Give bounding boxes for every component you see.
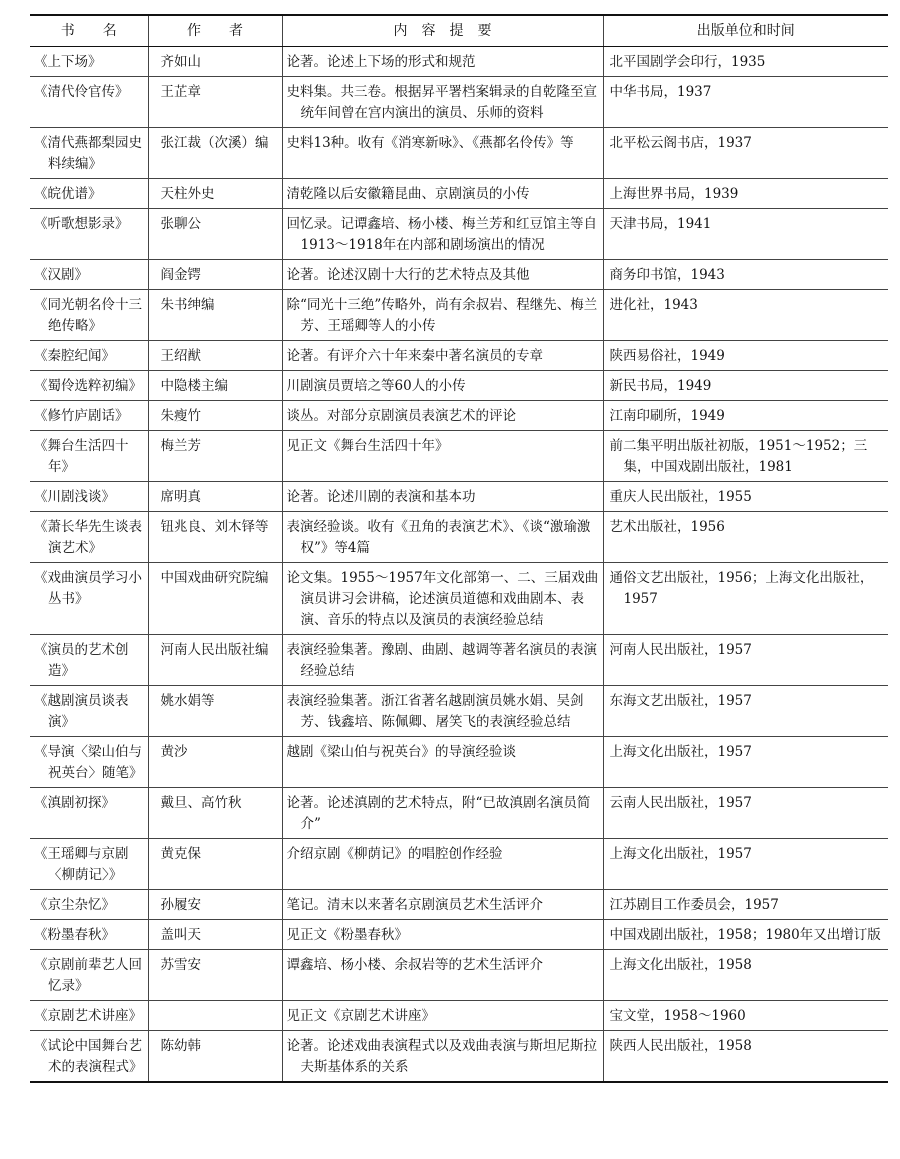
publisher-cell: 上海世界书局，1939 <box>609 186 739 202</box>
summary-cell: 史料13种。收有《消寒新咏》、《燕都名伶传》等 <box>286 135 574 151</box>
table-row <box>30 839 888 890</box>
publisher-cell: 前二集平明出版社初版，1951～1952；三集，中国戏剧出版社，1981 <box>609 438 868 475</box>
publisher-cell: 上海文化出版社，1957 <box>609 744 752 760</box>
publisher-cell: 北平松云阁书店，1937 <box>609 135 752 151</box>
author-cell: 王绍猷 <box>160 348 201 364</box>
author-cell: 朱瘦竹 <box>160 408 201 424</box>
table-row <box>30 1001 888 1031</box>
book-title-cell: 《王瑶卿与京剧〈柳荫记〉》 <box>34 846 129 883</box>
author-cell: 孙履安 <box>160 897 201 913</box>
book-title-cell: 《京剧前辈艺人回忆录》 <box>34 957 142 994</box>
table-row <box>30 1031 888 1083</box>
table-row <box>30 371 888 401</box>
author-cell: 席明真 <box>160 489 201 505</box>
summary-cell: 谭鑫培、杨小楼、余叔岩等的艺术生活评介 <box>286 957 543 973</box>
summary-cell: 表演经验谈。收有《丑角的表演艺术》、《谈“激瑜激权”》等4篇 <box>286 519 591 556</box>
table-header <box>30 15 888 47</box>
author-cell: 梅兰芳 <box>160 438 201 454</box>
book-title-cell: 《滇剧初探》 <box>34 795 115 811</box>
author-cell: 阎金锷 <box>160 267 201 283</box>
book-title-cell: 《粉墨春秋》 <box>34 927 115 943</box>
summary-cell: 介绍京剧《柳荫记》的唱腔创作经验 <box>286 846 503 862</box>
publisher-cell: 陕西易俗社，1949 <box>609 348 725 364</box>
bibliography-table <box>30 14 888 1083</box>
header-content: 内 容 提 要 <box>282 15 603 47</box>
summary-cell: 见正文《粉墨春秋》 <box>286 927 408 943</box>
author-cell: 陈幼韩 <box>160 1038 201 1054</box>
table-row <box>30 737 888 788</box>
table-row <box>30 77 888 128</box>
author-cell: 黄克保 <box>160 846 201 862</box>
table-row <box>30 950 888 1001</box>
book-title-cell: 《修竹庐剧话》 <box>34 408 129 424</box>
table-row <box>30 635 888 686</box>
summary-cell: 论著。论述汉剧十大行的艺术特点及其他 <box>286 267 530 283</box>
publisher-cell: 新民书局，1949 <box>609 378 712 394</box>
table-row <box>30 47 888 77</box>
book-title-cell: 《蜀伶选粹初编》 <box>34 378 142 394</box>
publisher-cell: 江苏剧目工作委员会，1957 <box>609 897 779 913</box>
publisher-cell: 商务印书馆，1943 <box>609 267 725 283</box>
author-cell: 盖叫天 <box>160 927 201 943</box>
table-row <box>30 431 888 482</box>
summary-cell: 论著。论述戏曲表演程式以及戏曲表演与斯坦尼斯拉夫斯基体系的关系 <box>286 1038 597 1075</box>
publisher-cell: 陕西人民出版社，1958 <box>609 1038 752 1054</box>
table-row <box>30 209 888 260</box>
book-title-cell: 《川剧浅谈》 <box>34 489 115 505</box>
publisher-cell: 艺术出版社，1956 <box>609 519 725 535</box>
book-title-cell: 《同光朝名伶十三绝传略》 <box>34 297 142 334</box>
header-publisher: 出版单位和时间 <box>603 15 888 47</box>
table-row <box>30 686 888 737</box>
author-cell: 中隐楼主编 <box>160 378 228 394</box>
publisher-cell: 重庆人民出版社，1955 <box>609 489 752 505</box>
table-row <box>30 128 888 179</box>
author-cell: 苏雪安 <box>160 957 201 973</box>
summary-cell: 清乾隆以后安徽籍昆曲、京剧演员的小传 <box>286 186 530 202</box>
book-title-cell: 《导演〈梁山伯与祝英台〉随笔》 <box>34 744 143 781</box>
book-title-cell: 《清代伶官传》 <box>34 84 129 100</box>
book-title-cell: 《上下场》 <box>34 54 102 70</box>
table-row <box>30 512 888 563</box>
author-cell: 张江裁（次溪）编 <box>160 135 269 151</box>
book-title-cell: 《听歌想影录》 <box>34 216 129 232</box>
table-row <box>30 260 888 290</box>
publisher-cell: 进化社，1943 <box>609 297 698 313</box>
summary-cell: 除“同光十三绝”传略外，尚有余叔岩、程继先、梅兰芳、王瑶卿等人的小传 <box>286 297 598 334</box>
publisher-cell: 通俗文艺出版社，1956；上海文化出版社，1957 <box>609 570 874 607</box>
publisher-cell: 云南人民出版社，1957 <box>609 795 752 811</box>
summary-cell: 笔记。清末以来著名京剧演员艺术生活评介 <box>286 897 543 913</box>
author-cell: 张聊公 <box>160 216 201 232</box>
author-cell: 齐如山 <box>160 54 201 70</box>
summary-cell: 论著。论述川剧的表演和基本功 <box>286 489 476 505</box>
summary-cell: 论文集。1955～1957年文化部第一、二、三届戏曲演员讲习会讲稿，论述演员道德和戏曲剧本、表演、音乐的特点以及演员的表演经验总结 <box>286 570 599 628</box>
book-title-cell: 《京剧艺术讲座》 <box>34 1008 142 1024</box>
table-row <box>30 788 888 839</box>
header-title: 书 名 <box>30 15 148 47</box>
table-row <box>30 290 888 341</box>
author-cell: 姚水娟等 <box>160 693 215 709</box>
summary-cell: 论著。有评介六十年来秦中著名演员的专章 <box>286 348 543 364</box>
publisher-cell: 中华书局，1937 <box>609 84 712 100</box>
table-row <box>30 890 888 920</box>
table-row <box>30 920 888 950</box>
publisher-cell: 上海文化出版社，1958 <box>609 957 752 973</box>
summary-cell: 表演经验集著。浙江省著名越剧演员姚水娟、吴剑芳、钱鑫培、陈佩卿、屠笑飞的表演经验总结 <box>286 693 584 730</box>
book-title-cell: 《清代燕都梨园史料续编》 <box>34 135 142 172</box>
summary-cell: 见正文《舞台生活四十年》 <box>286 438 449 454</box>
book-title-cell: 《汉剧》 <box>34 267 88 283</box>
publisher-cell: 河南人民出版社，1957 <box>609 642 752 658</box>
book-title-cell: 《戏曲演员学习小丛书》 <box>34 570 142 607</box>
book-title-cell: 《皖优谱》 <box>34 186 102 202</box>
publisher-cell: 北平国剧学会印行，1935 <box>609 54 766 70</box>
table-row <box>30 563 888 635</box>
summary-cell: 见正文《京剧艺术讲座》 <box>286 1008 435 1024</box>
book-title-cell: 《萧长华先生谈表演艺术》 <box>34 519 142 556</box>
author-cell: 天柱外史 <box>160 186 215 202</box>
summary-cell: 史料集。共三卷。根据昇平署档案辑录的自乾隆至宣统年间曾在宫内演出的演员、乐师的资料 <box>286 84 597 121</box>
author-cell: 河南人民出版社编 <box>160 642 269 658</box>
publisher-cell: 宝文堂，1958～1960 <box>609 1008 746 1024</box>
table-row <box>30 401 888 431</box>
table-row <box>30 179 888 209</box>
author-cell: 钮兆良、刘木铎等 <box>160 519 269 535</box>
author-cell: 王芷章 <box>160 84 201 100</box>
summary-cell: 表演经验集著。豫剧、曲剧、越调等著名演员的表演经验总结 <box>286 642 597 679</box>
book-title-cell: 《试论中国舞台艺术的表演程式》 <box>34 1038 143 1075</box>
publisher-cell: 中国戏剧出版社，1958；1980年又出增订版 <box>609 927 881 943</box>
book-title-cell: 《秦腔纪闻》 <box>34 348 115 364</box>
table-row <box>30 482 888 512</box>
author-cell: 黄沙 <box>160 744 188 760</box>
summary-cell: 川剧演员贾培之等60人的小传 <box>286 378 466 394</box>
author-cell: 中国戏曲研究院编 <box>160 570 269 586</box>
summary-cell: 回忆录。记谭鑫培、杨小楼、梅兰芳和红豆馆主等自1913～1918年在内部和剧场演出的情况 <box>286 216 597 253</box>
publisher-cell: 上海文化出版社，1957 <box>609 846 752 862</box>
summary-cell: 论著。论述上下场的形式和规范 <box>286 54 476 70</box>
book-title-cell: 《京尘杂忆》 <box>34 897 115 913</box>
author-cell: 戴旦、高竹秋 <box>160 795 242 811</box>
summary-cell: 越剧《梁山伯与祝英台》的导演经验谈 <box>286 744 516 760</box>
publisher-cell: 东海文艺出版社，1957 <box>609 693 752 709</box>
book-title-cell: 《演员的艺术创造》 <box>34 642 129 679</box>
header-author: 作 者 <box>148 15 282 47</box>
publisher-cell: 江南印刷所，1949 <box>609 408 725 424</box>
book-title-cell: 《越剧演员谈表演》 <box>34 693 129 730</box>
book-title-cell: 《舞台生活四十年》 <box>34 438 129 475</box>
table-body <box>30 47 888 1083</box>
summary-cell: 谈丛。对部分京剧演员表演艺术的评论 <box>286 408 516 424</box>
author-cell: 朱书绅编 <box>160 297 215 313</box>
summary-cell: 论著。论述滇剧的艺术特点，附“已故滇剧名演员简介” <box>286 795 591 832</box>
table-row <box>30 341 888 371</box>
publisher-cell: 天津书局，1941 <box>609 216 712 232</box>
